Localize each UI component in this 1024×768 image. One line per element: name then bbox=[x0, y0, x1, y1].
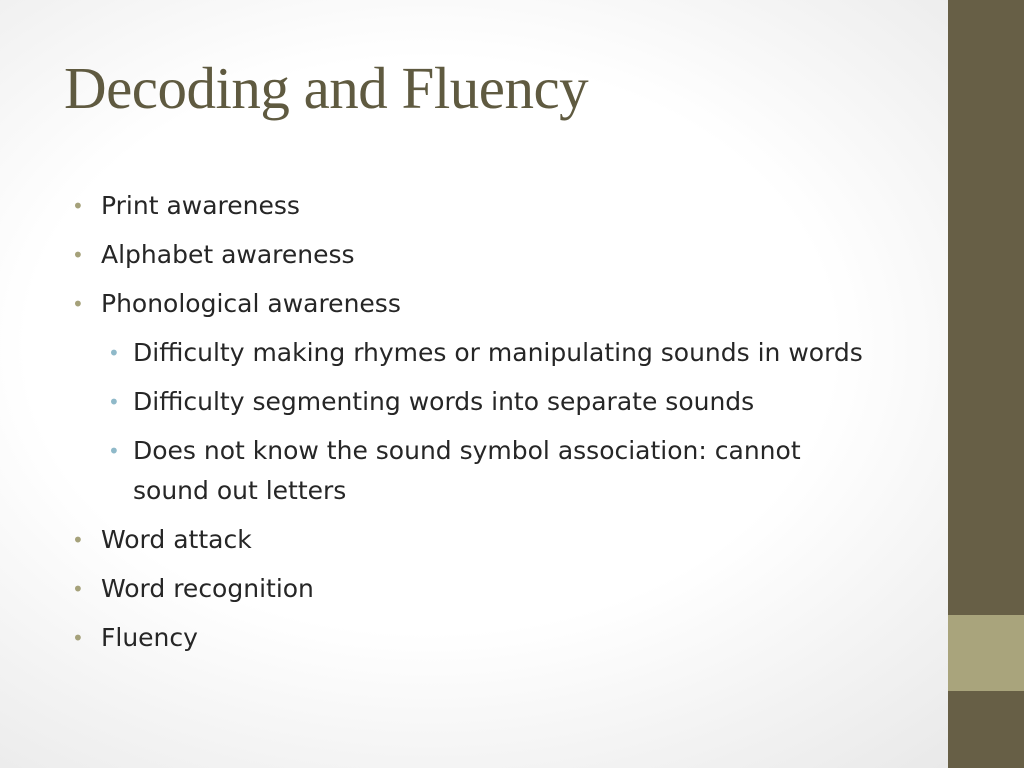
bullet-item-word-recognition bbox=[72, 569, 882, 609]
bullet-item-phonological-awareness bbox=[72, 284, 882, 324]
bullet-item-alphabet-awareness bbox=[72, 235, 882, 275]
bullet-icon: • bbox=[72, 243, 84, 267]
sub-bullet-item-rhymes bbox=[72, 333, 882, 373]
bullet-icon: • bbox=[72, 528, 84, 552]
sub-bullet-item-segmenting bbox=[72, 382, 882, 422]
bullet-text: Alphabet awareness bbox=[101, 240, 355, 269]
bullet-icon: • bbox=[72, 292, 84, 316]
sub-bullet-icon: • bbox=[108, 390, 120, 414]
sub-bullet-text: Difficulty segmenting words into separate sounds bbox=[133, 387, 755, 416]
bullet-text: Fluency bbox=[101, 623, 198, 652]
slide-title: Decoding and Fluency bbox=[64, 55, 589, 121]
sub-bullet-item-sound-symbol bbox=[72, 431, 882, 511]
bullet-icon: • bbox=[72, 194, 84, 218]
bullet-text: Print awareness bbox=[101, 191, 300, 220]
bullet-icon: • bbox=[72, 626, 84, 650]
bullet-list bbox=[72, 186, 882, 667]
bullet-text: Phonological awareness bbox=[101, 289, 401, 318]
sub-bullet-text: Does not know the sound symbol association: cannot sound out letters bbox=[133, 436, 801, 505]
sub-bullet-icon: • bbox=[108, 439, 120, 463]
sub-bullet-text: Difficulty making rhymes or manipulating sounds in words bbox=[133, 338, 863, 367]
bullet-icon: • bbox=[72, 577, 84, 601]
bullet-item-word-attack bbox=[72, 520, 882, 560]
bullet-item-fluency bbox=[72, 618, 882, 658]
bullet-item-print-awareness bbox=[72, 186, 882, 226]
side-bar-accent bbox=[948, 615, 1024, 691]
bullet-text: Word recognition bbox=[101, 574, 314, 603]
sub-bullet-icon: • bbox=[108, 341, 120, 365]
bullet-text: Word attack bbox=[101, 525, 252, 554]
